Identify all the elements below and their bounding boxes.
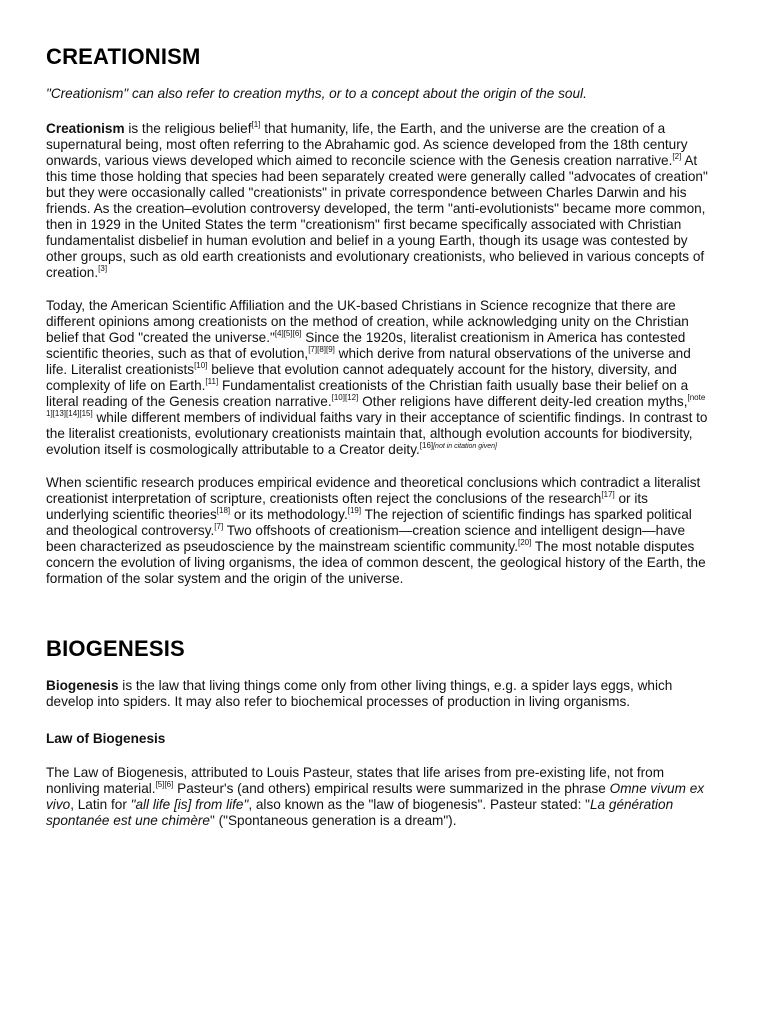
hatnote	[46, 86, 587, 102]
text-line: concern the evolution of living organisms, the idea of common descent, the geological history of the Earth, the	[46, 555, 706, 570]
citation[interactable]: [10][12]	[331, 393, 359, 402]
citation-note[interactable]: [not in citation given]	[433, 443, 497, 450]
text-line: but they were occasionally called "creationists" in private correspondence between Charles Darwin and his	[46, 185, 687, 200]
text-line: Creationism is the religious belief[1] that humanity, life, the Earth, and the universe are the creation of a	[46, 120, 666, 136]
citation[interactable]: [18]	[216, 506, 231, 515]
text-line: Today, the American Scientific Affiliation and the UK-based Christians in Science recognize that there are	[46, 298, 676, 313]
paragraph-creationism-intro	[46, 121, 708, 281]
hatnote-text: "Creationism" can also refer to creation myths, or to a concept about the origin of the soul.	[46, 86, 587, 101]
paragraph-creationism-today	[46, 298, 708, 458]
text-line: onwards, various views developed which aimed to reconcile science with the Genesis creation narrative.[2] At	[46, 152, 698, 168]
text-line: and theological controversy.[7] Two offshoots of creationism—creation science and intelligent design—have	[46, 522, 686, 538]
citation[interactable]: [10]	[194, 361, 208, 370]
text-line: supernatural being, most often referring to the Abrahamic god. As science developed from the 18th century	[46, 137, 688, 152]
text-line: different opinions among creationists on the method of creation, while acknowledging unity on the Christian	[46, 314, 689, 329]
citation[interactable]: [16]	[419, 441, 434, 450]
text-line: this time those holding that species had been separately created were generally called "advocates of creation"	[46, 169, 708, 184]
paragraph-biogenesis-intro	[46, 678, 672, 710]
text-line: then in 1929 in the United States the term "creationism" first became specifically associated with Christian	[46, 217, 682, 232]
text-line: other groups, such as old earth creationists and evolutionary creationists, who believed in various concepts of	[46, 249, 705, 264]
citation[interactable]: [3]	[98, 264, 108, 273]
text-line: friends. As the creation–evolution controversy developed, the term "anti-evolutionists" became more common,	[46, 201, 706, 216]
citation[interactable]: [7][8][9]	[308, 345, 335, 354]
section-heading-biogenesis: BIOGENESIS	[46, 636, 185, 661]
text-line: complexity of life on Earth.[11] Fundamentalist creationists of the Christian faith usually base their belief on a	[46, 377, 689, 393]
text-line: creationist interpretation of scripture, creationists often reject the conclusions of the research[17] or its	[46, 490, 648, 506]
citation[interactable]: 1][13][14][15]	[46, 409, 93, 418]
text-line: evolution itself is cosmologically attributable to a Creator deity.[16][not in citation given]	[46, 441, 497, 457]
paragraph-law-of-biogenesis	[46, 765, 704, 829]
citation[interactable]: [4][5][6]	[274, 329, 302, 338]
text-line: The Law of Biogenesis, attributed to Louis Pasteur, states that life arises from pre-existing life, not from	[46, 765, 665, 780]
text-line: literal reading of the Genesis creation narrative.[10][12] Other religions have different deity-led creation myths,$^{[note}$	[46, 393, 706, 409]
citation[interactable]: [20]	[517, 538, 532, 547]
text-line: When scientific research produces empirical evidence and theoretical conclusions which contradict a literalist	[46, 475, 701, 490]
text-line: $^{1][13][14][15]}$ while different members of individual faiths vary in their acceptance of scientific findings. In contrast to	[46, 409, 708, 425]
text-line: formation of the solar system and the origin of the universe.	[46, 571, 404, 586]
citation[interactable]: [1]	[251, 120, 261, 129]
text-line: develop into spiders. It may also refer to biochemical processes of production in living organisms.	[46, 694, 631, 709]
text-line: Biogenesis is the law that living things come only from other living things, e.g. a spider lays eggs, which	[46, 678, 673, 693]
text-line: scientific theories, such as that of evolution,[7][8][9] which derive from natural observations of the universe and	[46, 345, 691, 361]
section-heading-creationism: CREATIONISM	[46, 44, 201, 69]
text-line: creation.[3]	[46, 264, 108, 280]
citation[interactable]: [5][6]	[155, 780, 174, 789]
citation[interactable]: [19]	[347, 506, 362, 515]
text-line: belief that God "created the universe."[4][5][6] Since the 1920s, literalist creationism in America has contested	[46, 329, 686, 345]
subheading-law-of-biogenesis: Law of Biogenesis	[46, 731, 166, 746]
term-creationism: Creationism	[46, 121, 125, 136]
term-biogenesis: Biogenesis	[46, 678, 119, 693]
text-line: spontanée est une chimère" ("Spontaneous generation is a dream").	[46, 813, 457, 828]
citation[interactable]: [11]	[205, 377, 219, 386]
citation[interactable]: [note	[687, 393, 706, 402]
text-line: underlying scientific theories[18] or its methodology.[19] The rejection of scientific findings has sparked political	[46, 506, 692, 522]
citation[interactable]: [7]	[214, 522, 224, 531]
text-line: been characterized as pseudoscience by the mainstream scientific community.[20] The most notable disputes	[46, 538, 695, 554]
citation[interactable]: [17]	[601, 490, 615, 499]
text-line: life. Literalist creationists[10] believe that evolution cannot adequately account for the history, diversity, and	[46, 361, 677, 377]
text-line: the literalist creationists, evolutionary creationists maintain that, although evolution accounts for biodiversity,	[46, 426, 693, 441]
paragraph-creationism-science	[46, 475, 706, 587]
text-line: nonliving material.[5][6] Pasteur's (and others) empirical results were summarized in the phrase Omne vivum ex	[46, 780, 705, 796]
text-line: vivo, Latin for "all life [is] from life", also known as the "law of biogenesis". Pasteur stated: "La génération	[46, 797, 674, 812]
citation[interactable]: [2]	[672, 152, 682, 161]
text-line: fundamentalist disbelief in human evolution and belief in a young Earth, though its usage was contested by	[46, 233, 688, 248]
